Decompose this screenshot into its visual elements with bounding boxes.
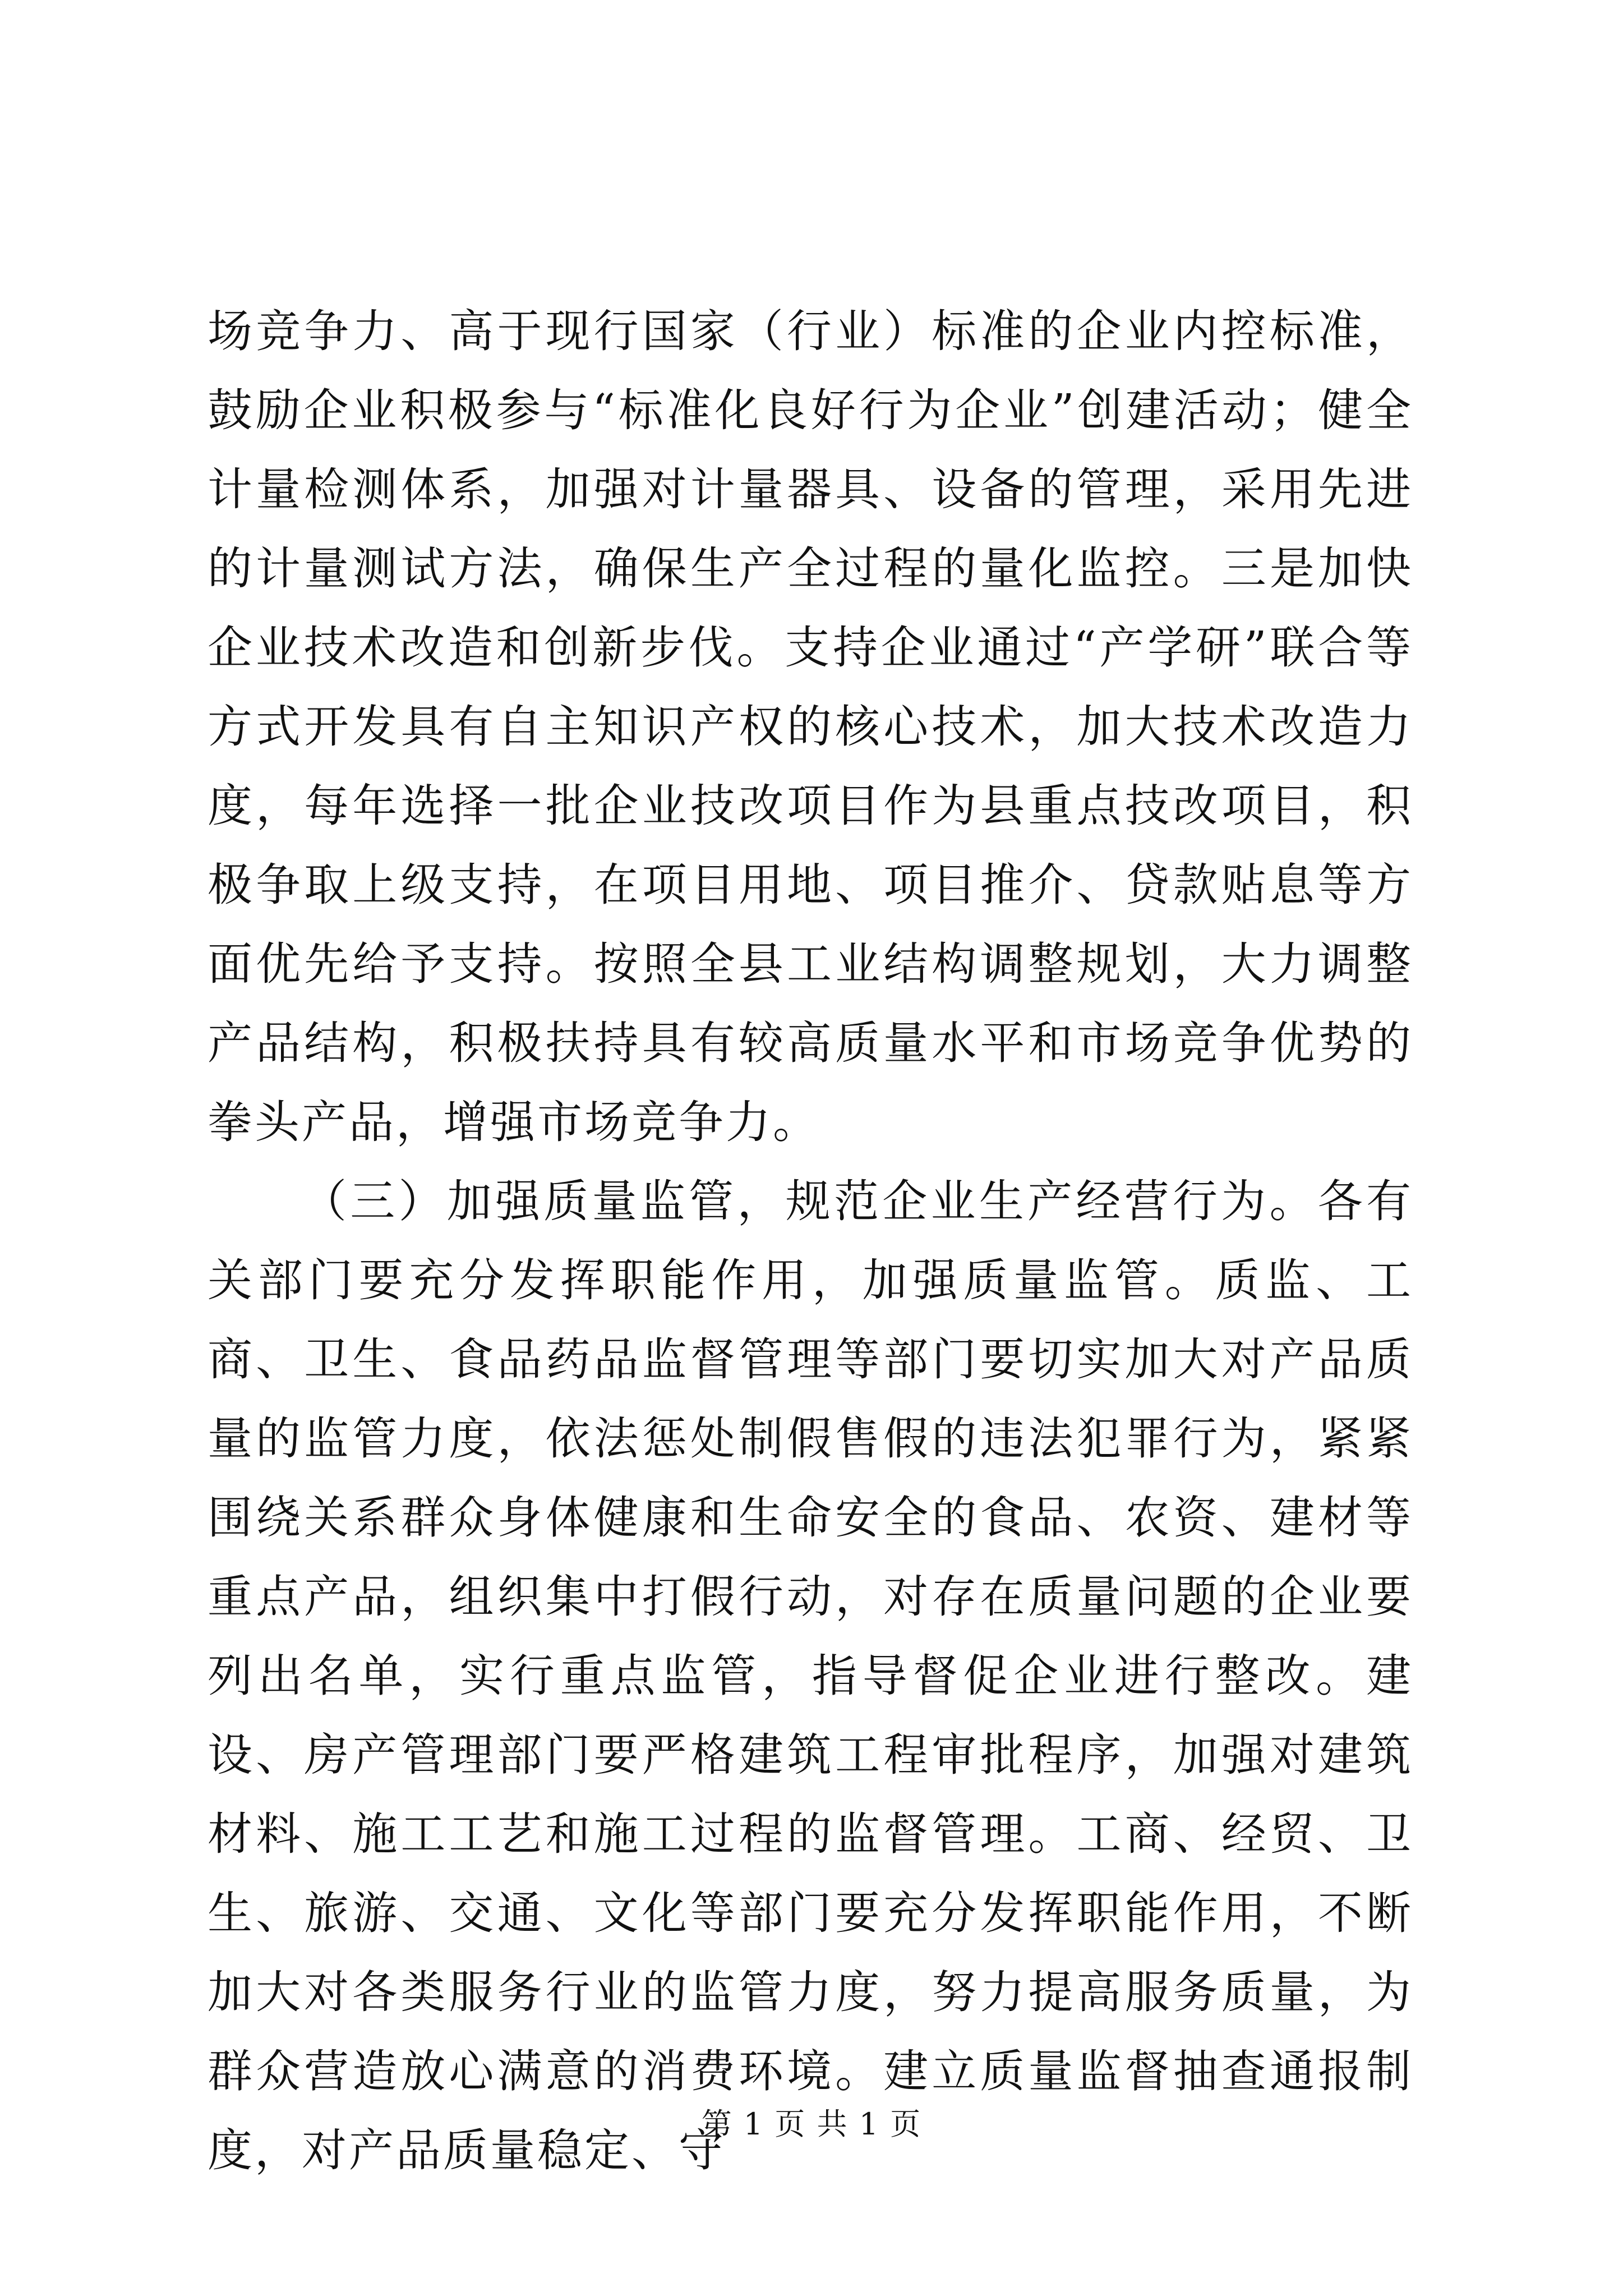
paragraph-section-three: （三）加强质量监管，规范企业生产经营行为。各有关部门要充分发挥职能作用，加强质量监管。质监、工商、卫生、食品药品监督管理等部门要切实加大对产品质量的监管力度，依法惩处制假售假的违法犯罪行为，紧紧围绕关系群众身体健康和生命安全的食品、农资、建材等重点产品，组织集中打假行动，对存在质量问题的企业要列出名单，实行重点监管，指导督促企业进行整改。建设、房产管理部门要严格建筑工程审批程序，加强对建筑材料、施工工艺和施工过程的监督管理。工商、经贸、卫生、旅游、交通、文化等部门要充分发挥职能作用，不断加大对各类服务行业的监管力度，努力提高服务质量，为群众营造放心满意的消费环境。建立质量监督抽查通报制度，对产品质量稳定、守 (208, 1175, 1413, 2177)
page-footer: 第 1 页 共 1 页 (701, 2106, 922, 2142)
paragraph-continued: 场竞争力、高于现行国家（行业）标准的企业内控标准，鼓励企业积极参与“标准化良好行为企业”创建活动；健全计量检测体系，加强对计量器具、设备的管理，采用先进的计量测试方法，确保生产全过程的量化监控。三是加快企业技术改造和创新步伐。支持企业通过“产学研”联合等方式开发具有自主知识产权的核心技术，加大技术改造力度，每年选择一批企业技改项目作为县重点技改项目，积极争取上级支持，在项目用地、项目推介、贷款贴息等方面优先给予支持。按照全县工业结构调整规划，大力调整产品结构，积极扶持具有较高质量水平和市场竞争优势的拳头产品，增强市场竞争力。 (208, 305, 1413, 1148)
document-body (208, 292, 1413, 2190)
